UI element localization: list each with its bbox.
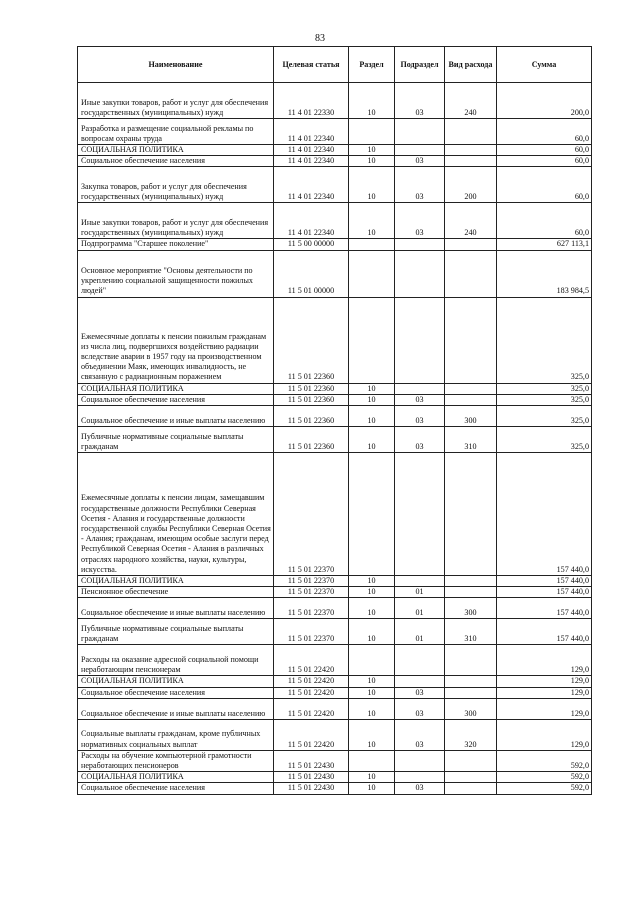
budget-table bbox=[77, 46, 592, 795]
cell-expense-type bbox=[445, 772, 497, 783]
cell-name: Разработка и размещение социальной рекламы по вопросам охраны труда bbox=[78, 119, 274, 145]
table-row bbox=[78, 383, 592, 394]
cell-sum: 129,0 bbox=[497, 698, 592, 719]
cell-name: СОЦИАЛЬНАЯ ПОЛИТИКА bbox=[78, 576, 274, 587]
cell-section: 10 bbox=[349, 783, 395, 794]
cell-target: 11 5 01 22370 bbox=[274, 453, 349, 576]
table-row bbox=[78, 427, 592, 453]
cell-section: 10 bbox=[349, 394, 395, 405]
cell-subsection: 03 bbox=[395, 167, 445, 203]
table-row bbox=[78, 297, 592, 383]
cell-section: 10 bbox=[349, 406, 395, 427]
table-row bbox=[78, 619, 592, 645]
cell-section: 10 bbox=[349, 145, 395, 156]
header-target: Целевая статья bbox=[274, 47, 349, 83]
cell-sum: 325,0 bbox=[497, 427, 592, 453]
cell-name: Иные закупки товаров, работ и услуг для обеспечения государственных (муниципальных) нужд bbox=[78, 83, 274, 119]
header-sum: Сумма bbox=[497, 47, 592, 83]
cell-subsection bbox=[395, 453, 445, 576]
cell-name: Подпрограмма "Старшее поколение" bbox=[78, 239, 274, 250]
cell-target: 11 5 01 22430 bbox=[274, 772, 349, 783]
cell-sum: 157 440,0 bbox=[497, 587, 592, 598]
cell-expense-type bbox=[445, 676, 497, 687]
cell-section bbox=[349, 119, 395, 145]
cell-name: Пенсионное обеспечение bbox=[78, 587, 274, 598]
table-row bbox=[78, 676, 592, 687]
cell-section: 10 bbox=[349, 203, 395, 239]
header-subsection: Подраздел bbox=[395, 47, 445, 83]
cell-expense-type bbox=[445, 383, 497, 394]
cell-expense-type bbox=[445, 239, 497, 250]
cell-target: 11 5 01 22370 bbox=[274, 576, 349, 587]
table-row bbox=[78, 83, 592, 119]
cell-subsection bbox=[395, 645, 445, 676]
cell-section: 10 bbox=[349, 619, 395, 645]
cell-subsection: 03 bbox=[395, 783, 445, 794]
cell-name: Закупка товаров, работ и услуг для обеспечения государственных (муниципальных) нужд bbox=[78, 167, 274, 203]
cell-sum: 157 440,0 bbox=[497, 598, 592, 619]
cell-sum: 60,0 bbox=[497, 156, 592, 167]
cell-name: Социальное обеспечение и иные выплаты населению bbox=[78, 698, 274, 719]
cell-section bbox=[349, 453, 395, 576]
cell-name: Социальное обеспечение и иные выплаты населению bbox=[78, 406, 274, 427]
cell-section: 10 bbox=[349, 156, 395, 167]
cell-expense-type: 240 bbox=[445, 83, 497, 119]
cell-name: СОЦИАЛЬНАЯ ПОЛИТИКА bbox=[78, 676, 274, 687]
cell-name: Социальные выплаты гражданам, кроме публичных нормативных социальных выплат bbox=[78, 719, 274, 750]
cell-expense-type bbox=[445, 250, 497, 297]
cell-target: 11 5 01 22420 bbox=[274, 645, 349, 676]
cell-subsection: 03 bbox=[395, 394, 445, 405]
cell-target: 11 5 01 22420 bbox=[274, 719, 349, 750]
cell-target: 11 5 01 22360 bbox=[274, 394, 349, 405]
cell-section: 10 bbox=[349, 598, 395, 619]
cell-target: 11 4 01 22340 bbox=[274, 156, 349, 167]
cell-subsection: 03 bbox=[395, 406, 445, 427]
cell-target: 11 4 01 22330 bbox=[274, 83, 349, 119]
cell-sum: 60,0 bbox=[497, 167, 592, 203]
cell-sum: 325,0 bbox=[497, 394, 592, 405]
cell-sum: 129,0 bbox=[497, 676, 592, 687]
cell-target: 11 5 01 22360 bbox=[274, 427, 349, 453]
cell-section: 10 bbox=[349, 576, 395, 587]
cell-subsection bbox=[395, 145, 445, 156]
cell-subsection: 03 bbox=[395, 156, 445, 167]
cell-expense-type: 310 bbox=[445, 619, 497, 645]
cell-section: 10 bbox=[349, 587, 395, 598]
cell-name: Публичные нормативные социальные выплаты гражданам bbox=[78, 619, 274, 645]
cell-subsection bbox=[395, 676, 445, 687]
cell-subsection: 03 bbox=[395, 427, 445, 453]
cell-target: 11 5 01 22360 bbox=[274, 383, 349, 394]
table-row bbox=[78, 203, 592, 239]
cell-target: 11 4 01 22340 bbox=[274, 119, 349, 145]
table-row bbox=[78, 167, 592, 203]
cell-subsection: 03 bbox=[395, 698, 445, 719]
table-row bbox=[78, 145, 592, 156]
cell-subsection: 01 bbox=[395, 587, 445, 598]
cell-section bbox=[349, 297, 395, 383]
cell-subsection bbox=[395, 576, 445, 587]
cell-expense-type bbox=[445, 587, 497, 598]
table-row bbox=[78, 698, 592, 719]
cell-subsection bbox=[395, 383, 445, 394]
cell-name: Социальное обеспечение населения bbox=[78, 394, 274, 405]
cell-target: 11 5 01 22370 bbox=[274, 598, 349, 619]
cell-sum: 627 113,1 bbox=[497, 239, 592, 250]
cell-expense-type bbox=[445, 119, 497, 145]
table-header-row bbox=[78, 47, 592, 83]
cell-name: Социальное обеспечение населения bbox=[78, 783, 274, 794]
header-expense-type: Вид расхода bbox=[445, 47, 497, 83]
cell-name: СОЦИАЛЬНАЯ ПОЛИТИКА bbox=[78, 772, 274, 783]
cell-name: СОЦИАЛЬНАЯ ПОЛИТИКА bbox=[78, 145, 274, 156]
table-row bbox=[78, 645, 592, 676]
cell-name: Иные закупки товаров, работ и услуг для обеспечения государственных (муниципальных) нужд bbox=[78, 203, 274, 239]
cell-target: 11 5 01 22370 bbox=[274, 587, 349, 598]
cell-sum: 592,0 bbox=[497, 750, 592, 771]
cell-target: 11 4 01 22340 bbox=[274, 145, 349, 156]
table-row bbox=[78, 598, 592, 619]
cell-sum: 183 984,5 bbox=[497, 250, 592, 297]
table-row bbox=[78, 156, 592, 167]
cell-section: 10 bbox=[349, 772, 395, 783]
header-name: Наименование bbox=[78, 47, 274, 83]
cell-section: 10 bbox=[349, 383, 395, 394]
cell-name: СОЦИАЛЬНАЯ ПОЛИТИКА bbox=[78, 383, 274, 394]
cell-section: 10 bbox=[349, 167, 395, 203]
cell-target: 11 5 01 22430 bbox=[274, 750, 349, 771]
cell-name: Основное мероприятие "Основы деятельности по укреплению социальной защищенности пожилых людей" bbox=[78, 250, 274, 297]
table-row bbox=[78, 406, 592, 427]
cell-expense-type bbox=[445, 297, 497, 383]
cell-expense-type bbox=[445, 687, 497, 698]
header-section: Раздел bbox=[349, 47, 395, 83]
cell-sum: 60,0 bbox=[497, 203, 592, 239]
cell-name: Социальное обеспечение и иные выплаты населению bbox=[78, 598, 274, 619]
cell-subsection bbox=[395, 750, 445, 771]
cell-target: 11 5 01 00000 bbox=[274, 250, 349, 297]
cell-target: 11 4 01 22340 bbox=[274, 167, 349, 203]
cell-section bbox=[349, 645, 395, 676]
cell-name: Расходы на обучение компьютерной грамотности неработающих пенсионеров bbox=[78, 750, 274, 771]
table-row bbox=[78, 576, 592, 587]
table-row bbox=[78, 119, 592, 145]
cell-expense-type bbox=[445, 156, 497, 167]
cell-sum: 157 440,0 bbox=[497, 619, 592, 645]
cell-section: 10 bbox=[349, 719, 395, 750]
cell-target: 11 5 00 00000 bbox=[274, 239, 349, 250]
cell-expense-type: 310 bbox=[445, 427, 497, 453]
cell-expense-type bbox=[445, 453, 497, 576]
cell-expense-type: 200 bbox=[445, 167, 497, 203]
cell-subsection: 03 bbox=[395, 203, 445, 239]
cell-target: 11 5 01 22360 bbox=[274, 297, 349, 383]
table-row bbox=[78, 750, 592, 771]
cell-name: Социальное обеспечение населения bbox=[78, 687, 274, 698]
table-row bbox=[78, 453, 592, 576]
cell-sum: 325,0 bbox=[497, 406, 592, 427]
cell-subsection: 01 bbox=[395, 619, 445, 645]
table-row bbox=[78, 783, 592, 794]
table-row bbox=[78, 239, 592, 250]
table-row bbox=[78, 719, 592, 750]
cell-sum: 200,0 bbox=[497, 83, 592, 119]
cell-section bbox=[349, 750, 395, 771]
cell-name: Социальное обеспечение населения bbox=[78, 156, 274, 167]
table-row bbox=[78, 687, 592, 698]
cell-expense-type bbox=[445, 750, 497, 771]
cell-expense-type bbox=[445, 783, 497, 794]
cell-section: 10 bbox=[349, 427, 395, 453]
cell-section bbox=[349, 239, 395, 250]
cell-subsection: 03 bbox=[395, 83, 445, 119]
cell-sum: 325,0 bbox=[497, 297, 592, 383]
cell-target: 11 4 01 22340 bbox=[274, 203, 349, 239]
cell-name: Расходы на оказание адресной социальной помощи неработающим пенсионерам bbox=[78, 645, 274, 676]
cell-sum: 129,0 bbox=[497, 719, 592, 750]
cell-target: 11 5 01 22420 bbox=[274, 676, 349, 687]
table-row bbox=[78, 772, 592, 783]
page-number: 83 bbox=[315, 33, 325, 44]
cell-target: 11 5 01 22420 bbox=[274, 687, 349, 698]
cell-expense-type: 240 bbox=[445, 203, 497, 239]
cell-expense-type bbox=[445, 645, 497, 676]
cell-sum: 129,0 bbox=[497, 687, 592, 698]
cell-expense-type: 300 bbox=[445, 698, 497, 719]
cell-sum: 129,0 bbox=[497, 645, 592, 676]
cell-name: Ежемесячные доплаты к пенсии лицам, замещавшим государственные должности Республики Северная Осетия - Алания и государственные должности государственной службы Республики Северная Осетия - Алания; гражданам, имеющим особые заслуги перед Республикой Северная Осетия - Алания в различных отраслях народного хозяйства, науки, культуры, искусства. bbox=[78, 453, 274, 576]
cell-expense-type: 320 bbox=[445, 719, 497, 750]
cell-section: 10 bbox=[349, 676, 395, 687]
cell-target: 11 5 01 22360 bbox=[274, 406, 349, 427]
cell-sum: 325,0 bbox=[497, 383, 592, 394]
table-row bbox=[78, 394, 592, 405]
cell-subsection bbox=[395, 119, 445, 145]
cell-sum: 60,0 bbox=[497, 145, 592, 156]
cell-target: 11 5 01 22370 bbox=[274, 619, 349, 645]
cell-name: Публичные нормативные социальные выплаты гражданам bbox=[78, 427, 274, 453]
table-row bbox=[78, 587, 592, 598]
cell-sum: 592,0 bbox=[497, 772, 592, 783]
cell-sum: 157 440,0 bbox=[497, 576, 592, 587]
cell-subsection bbox=[395, 250, 445, 297]
cell-sum: 60,0 bbox=[497, 119, 592, 145]
cell-subsection: 01 bbox=[395, 598, 445, 619]
cell-subsection bbox=[395, 297, 445, 383]
cell-expense-type: 300 bbox=[445, 406, 497, 427]
cell-target: 11 5 01 22430 bbox=[274, 783, 349, 794]
cell-name: Ежемесячные доплаты к пенсии пожилым гражданам из числа лиц, подвергшихся воздействию радиации вследствие аварии в 1957 году на производственном объединении Маяк, имеющих инвалидность, не связанную с радиационным поражением bbox=[78, 297, 274, 383]
cell-expense-type bbox=[445, 145, 497, 156]
cell-target: 11 5 01 22420 bbox=[274, 698, 349, 719]
cell-sum: 157 440,0 bbox=[497, 453, 592, 576]
cell-subsection: 03 bbox=[395, 719, 445, 750]
cell-subsection: 03 bbox=[395, 687, 445, 698]
cell-expense-type bbox=[445, 394, 497, 405]
cell-subsection bbox=[395, 772, 445, 783]
cell-expense-type bbox=[445, 576, 497, 587]
cell-section: 10 bbox=[349, 83, 395, 119]
cell-section: 10 bbox=[349, 687, 395, 698]
cell-subsection bbox=[395, 239, 445, 250]
cell-sum: 592,0 bbox=[497, 783, 592, 794]
cell-section: 10 bbox=[349, 698, 395, 719]
cell-section bbox=[349, 250, 395, 297]
table-row bbox=[78, 250, 592, 297]
cell-expense-type: 300 bbox=[445, 598, 497, 619]
